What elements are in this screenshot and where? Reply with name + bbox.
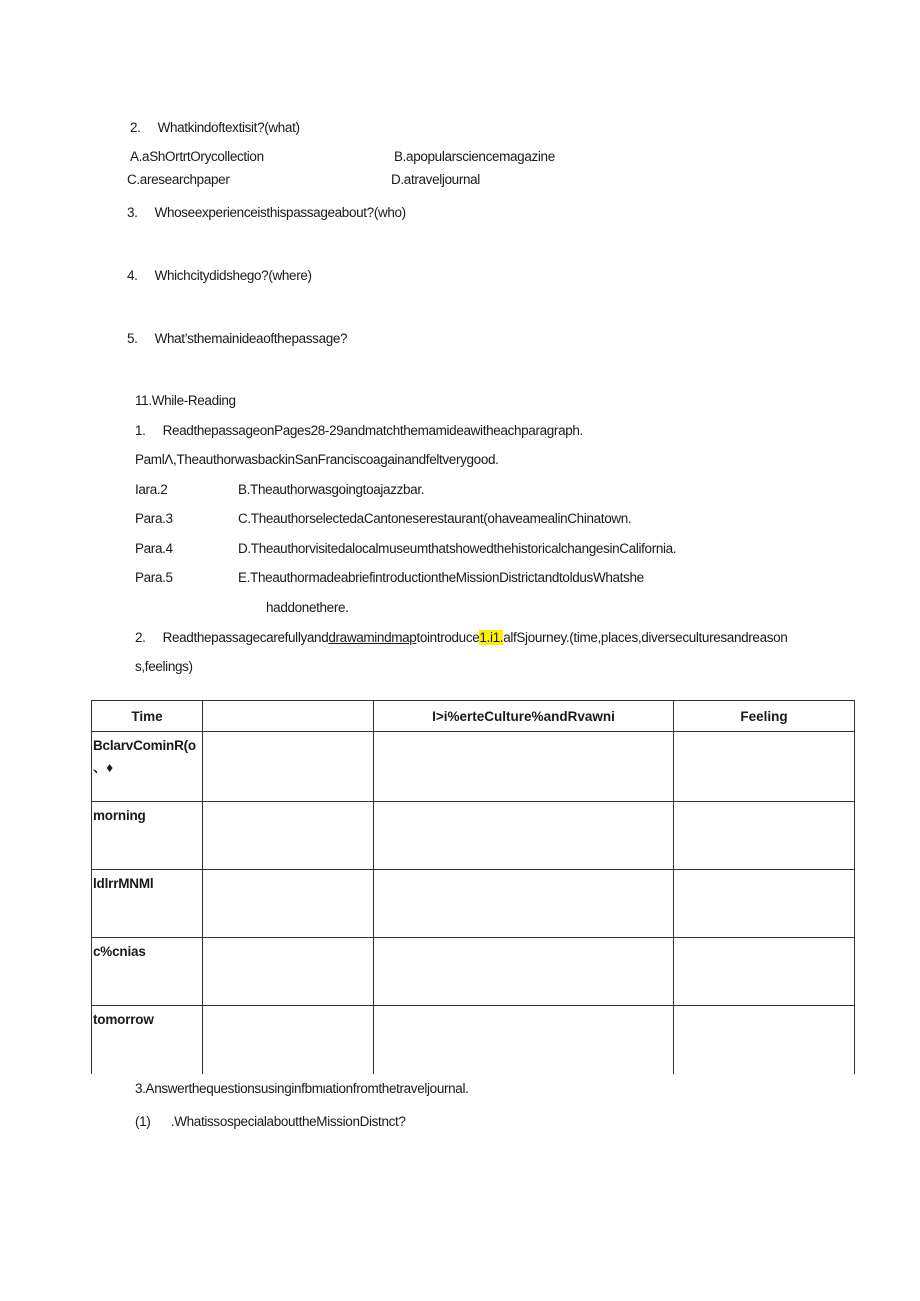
time-label: BclarvCominR(o — [93, 738, 196, 753]
places-cell[interactable] — [203, 938, 374, 1006]
header-time: Time — [92, 701, 203, 732]
question-number: 2. — [130, 120, 141, 135]
table-row — [92, 1006, 855, 1075]
time-cell: morning — [92, 802, 203, 870]
mind-map-table — [91, 700, 855, 1074]
header-places — [203, 701, 374, 732]
table-row — [92, 802, 855, 870]
question-number: 3. — [127, 205, 138, 220]
cultures-cell[interactable] — [374, 870, 674, 938]
para-text: TheauthorwasbackinSanFranciscoagainandfeltverygood. — [176, 452, 499, 467]
underlined-text: drawamindmap — [328, 630, 417, 645]
feeling-cell[interactable] — [674, 938, 855, 1006]
time-cell: tomorrow — [92, 1006, 203, 1075]
question-text: Whoseexperienceisthispassageabout?(who) — [154, 205, 406, 220]
question-4 — [127, 267, 312, 285]
task-3-question-1 — [135, 1113, 406, 1131]
section-heading: 11.While-Reading — [135, 393, 236, 408]
question-number: 5. — [127, 331, 138, 346]
time-label-continued: 、♦ — [93, 760, 113, 775]
task-text: alfSjourney.(time,places,diverseculturesandreason — [503, 630, 788, 645]
table-header-row — [92, 701, 855, 732]
para-match-1 — [135, 451, 499, 469]
question-text: .WhatissospecialabouttheMissionDistnct? — [170, 1114, 406, 1129]
task-number: 1. — [135, 423, 146, 438]
task-2 — [135, 629, 787, 647]
time-cell — [92, 732, 203, 802]
feeling-cell[interactable] — [674, 802, 855, 870]
feeling-cell[interactable] — [674, 870, 855, 938]
option-c: C.aresearchpaper — [127, 172, 230, 187]
question-2 — [130, 119, 300, 137]
feeling-cell[interactable] — [674, 1006, 855, 1075]
option-d: D.atraveljournal — [391, 172, 480, 187]
highlighted-text: 1. — [492, 630, 504, 645]
para-text: D.TheauthorvisitedalocalmuseumthatshowedthehistoricalchangesinCalifornia. — [238, 541, 677, 556]
highlighted-text: 1.i — [479, 630, 493, 645]
question-3 — [127, 204, 406, 222]
table-row — [92, 938, 855, 1006]
option-a: A.aShOrtrtOrycollection — [130, 149, 264, 164]
question-number: (1) — [135, 1114, 151, 1129]
task-number: 2. — [135, 630, 146, 645]
question-text: Whichcitydidshego?(where) — [154, 268, 312, 283]
para-label: Iara.2 — [135, 482, 168, 497]
question-text: What’sthemainideaofthepassage? — [154, 331, 348, 346]
question-number: 4. — [127, 268, 138, 283]
para-text-continued: haddonethere. — [266, 600, 349, 615]
places-cell[interactable] — [203, 732, 374, 802]
header-feeling: Feeling — [674, 701, 855, 732]
task-1 — [135, 422, 583, 440]
table-row — [92, 732, 855, 802]
para-label: Para.5 — [135, 570, 173, 585]
time-cell: c%cnias — [92, 938, 203, 1006]
task-text: tointroduce — [416, 630, 480, 645]
task-text: Readthepassagecarefullyand — [162, 630, 329, 645]
para-label: PamlΛ, — [135, 452, 177, 467]
para-text: E.TheauthormadeabriefintroductiontheMissionDistrictandtoldusWhatshe — [238, 570, 644, 585]
cultures-cell[interactable] — [374, 732, 674, 802]
question-text: Whatkindoftextisit?(what) — [157, 120, 300, 135]
places-cell[interactable] — [203, 1006, 374, 1075]
para-label: Para.4 — [135, 541, 173, 556]
table-row — [92, 870, 855, 938]
para-text: C.TheauthorselectedaCantoneserestaurant(ohaveamealinChinatown. — [238, 511, 632, 526]
question-5 — [127, 330, 347, 348]
option-b: B.apopularsciencemagazine — [394, 149, 555, 164]
para-label: Para.3 — [135, 511, 173, 526]
task-text: ReadthepassageonPages28-29andmatchthemamideawitheachparagraph. — [162, 423, 583, 438]
header-cultures: I>i%erteCulture%andRvawni — [374, 701, 674, 732]
task-2-continued: s,feelings) — [135, 659, 193, 674]
places-cell[interactable] — [203, 802, 374, 870]
cultures-cell[interactable] — [374, 938, 674, 1006]
task-3-heading: 3.Answerthequestionsusinginfbmιationfromthetraveljournal. — [135, 1081, 469, 1096]
feeling-cell[interactable] — [674, 732, 855, 802]
time-cell: ldlrrMNMl — [92, 870, 203, 938]
para-text: B.Theauthorwasgoingtoajazzbar. — [238, 482, 425, 497]
places-cell[interactable] — [203, 870, 374, 938]
cultures-cell[interactable] — [374, 1006, 674, 1075]
cultures-cell[interactable] — [374, 802, 674, 870]
